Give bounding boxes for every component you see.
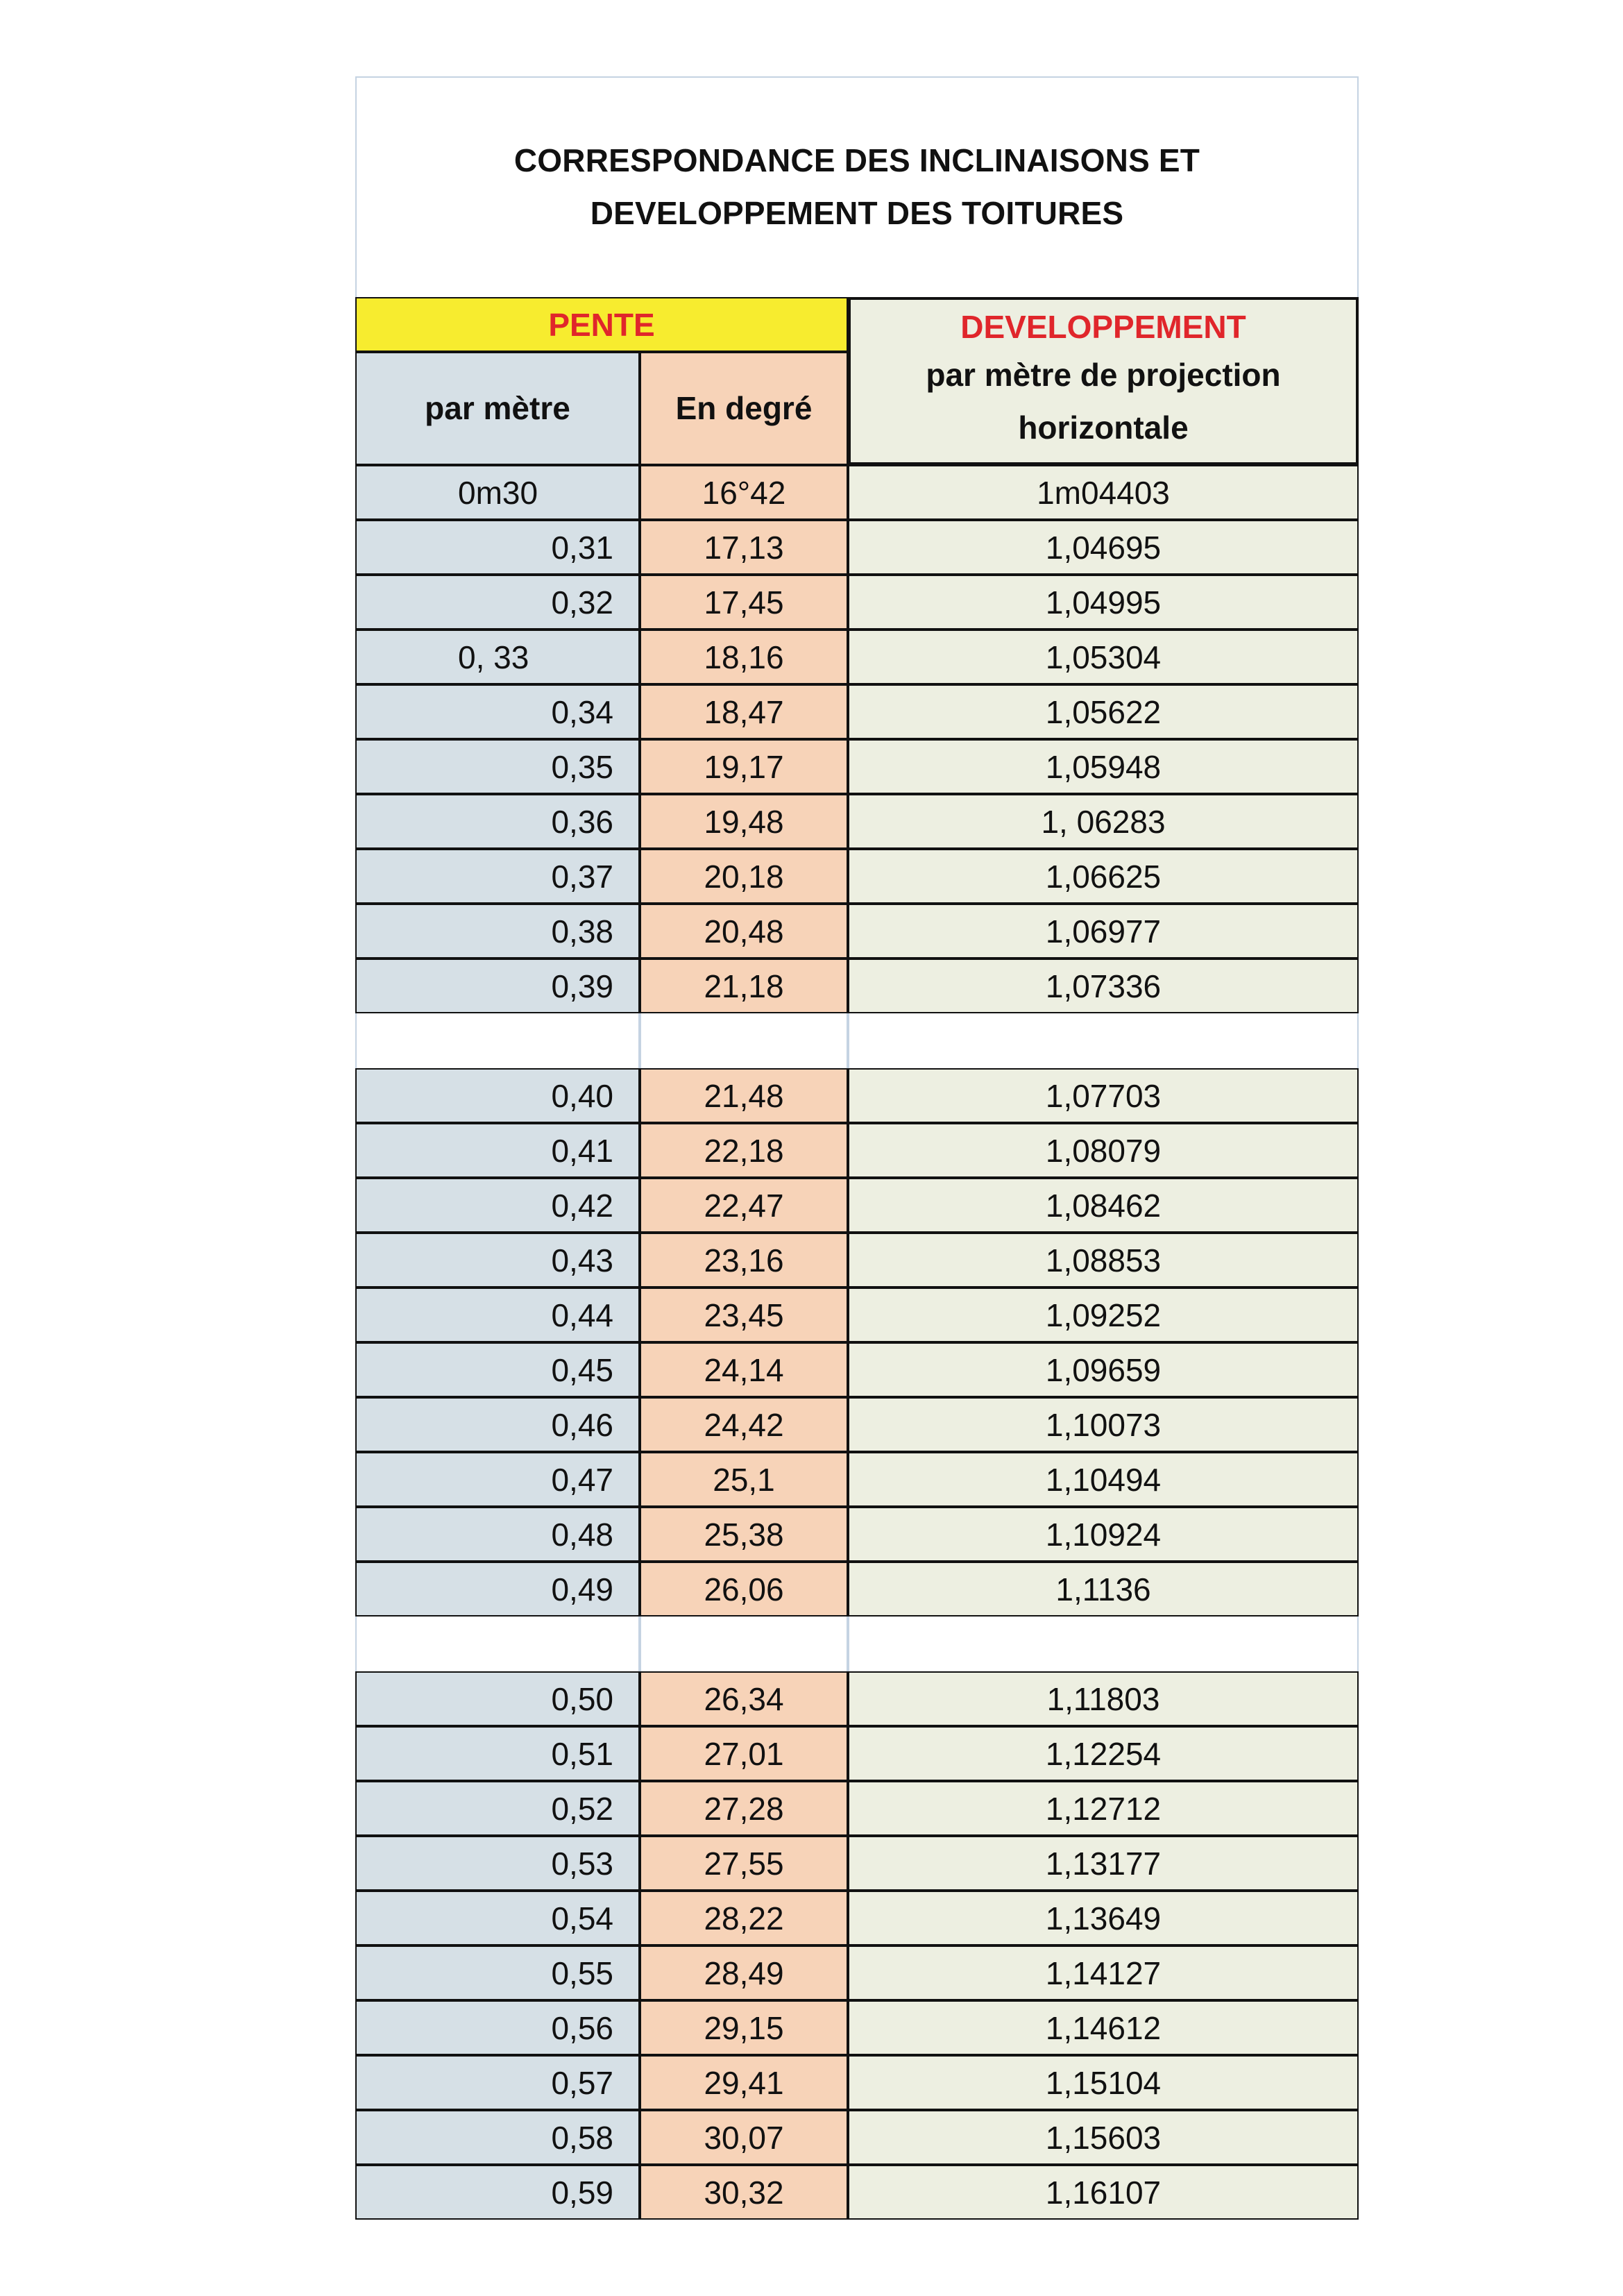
cell-developpement: 1,15603: [848, 2110, 1359, 2165]
cell-developpement: 1, 06283: [848, 794, 1359, 849]
cell-par-metre: 0,51: [355, 1726, 640, 1781]
cell-par-metre: 0,35: [355, 739, 640, 794]
cell-par-metre: 0,31: [355, 520, 640, 575]
cell-par-metre: 0,48: [355, 1507, 640, 1562]
cell-developpement: 1,11803: [848, 1671, 1359, 1726]
cell-en-degre: 30,07: [640, 2110, 848, 2165]
cell-developpement: 1,06625: [848, 849, 1359, 904]
cell-en-degre: 30,32: [640, 2165, 848, 2220]
cell-en-degre: 22,47: [640, 1178, 848, 1233]
cell-en-degre: 26,34: [640, 1671, 848, 1726]
cell-en-degre: 19,17: [640, 739, 848, 794]
cell-en-degre: 22,18: [640, 1123, 848, 1178]
cell-par-metre: 0,55: [355, 1945, 640, 2000]
cell-developpement: 1,05304: [848, 630, 1359, 684]
cell-en-degre: 29,41: [640, 2055, 848, 2110]
header-en-degre: En degré: [640, 352, 848, 465]
cell-developpement: 1,10924: [848, 1507, 1359, 1562]
cell-par-metre: 0,44: [355, 1288, 640, 1342]
group-gap: [355, 1013, 640, 1068]
title-box: [355, 76, 1359, 297]
cell-par-metre: 0,56: [355, 2000, 640, 2055]
cell-par-metre: 0,47: [355, 1452, 640, 1507]
cell-developpement: 1,05948: [848, 739, 1359, 794]
cell-par-metre: 0,46: [355, 1397, 640, 1452]
cell-developpement: 1,12712: [848, 1781, 1359, 1836]
cell-en-degre: 29,15: [640, 2000, 848, 2055]
cell-developpement: 1,05622: [848, 684, 1359, 739]
cell-par-metre: 0,50: [355, 1671, 640, 1726]
cell-developpement: 1,1136: [848, 1562, 1359, 1617]
cell-developpement: 1m04403: [848, 465, 1359, 520]
cell-par-metre: 0,58: [355, 2110, 640, 2165]
cell-en-degre: 21,48: [640, 1068, 848, 1123]
header-developpement-sub1: par mètre de projection: [926, 357, 1281, 393]
cell-developpement: 1,16107: [848, 2165, 1359, 2220]
cell-en-degre: 23,45: [640, 1288, 848, 1342]
cell-en-degre: 28,49: [640, 1945, 848, 2000]
cell-en-degre: 27,28: [640, 1781, 848, 1836]
cell-en-degre: 17,45: [640, 575, 848, 630]
cell-developpement: 1,14612: [848, 2000, 1359, 2055]
cell-developpement: 1,04995: [848, 575, 1359, 630]
cell-developpement: 1,12254: [848, 1726, 1359, 1781]
cell-en-degre: 24,42: [640, 1397, 848, 1452]
cell-en-degre: 19,48: [640, 794, 848, 849]
cell-en-degre: 25,38: [640, 1507, 848, 1562]
header-developpement-sub2: horizontale: [1018, 410, 1189, 446]
cell-par-metre: 0,43: [355, 1233, 640, 1288]
title-line-2: DEVELOPPEMENT DES TOITURES: [590, 195, 1124, 231]
cell-en-degre: 27,55: [640, 1836, 848, 1891]
cell-par-metre: 0,38: [355, 904, 640, 959]
cell-en-degre: 20,48: [640, 904, 848, 959]
cell-par-metre: 0,37: [355, 849, 640, 904]
cell-en-degre: 27,01: [640, 1726, 848, 1781]
cell-en-degre: 18,47: [640, 684, 848, 739]
cell-en-degre: 24,14: [640, 1342, 848, 1397]
cell-par-metre: 0,42: [355, 1178, 640, 1233]
cell-par-metre: 0,36: [355, 794, 640, 849]
cell-par-metre: 0,49: [355, 1562, 640, 1617]
cell-par-metre: 0m30: [355, 465, 640, 520]
cell-par-metre: 0,40: [355, 1068, 640, 1123]
header-pente: PENTE: [355, 297, 848, 352]
cell-par-metre: 0,41: [355, 1123, 640, 1178]
cell-par-metre: 0,34: [355, 684, 640, 739]
header-par-metre: par mètre: [355, 352, 640, 465]
cell-en-degre: 23,16: [640, 1233, 848, 1288]
group-gap: [640, 1013, 848, 1068]
cell-en-degre: 20,18: [640, 849, 848, 904]
cell-en-degre: 18,16: [640, 630, 848, 684]
group-gap: [848, 1013, 1359, 1068]
cell-developpement: 1,04695: [848, 520, 1359, 575]
cell-developpement: 1,10494: [848, 1452, 1359, 1507]
cell-developpement: 1,08079: [848, 1123, 1359, 1178]
cell-en-degre: 17,13: [640, 520, 848, 575]
cell-en-degre: 21,18: [640, 959, 848, 1013]
cell-en-degre: 16°42: [640, 465, 848, 520]
cell-developpement: 1,13649: [848, 1891, 1359, 1945]
cell-developpement: 1,08462: [848, 1178, 1359, 1233]
cell-par-metre: 0,57: [355, 2055, 640, 2110]
cell-developpement: 1,14127: [848, 1945, 1359, 2000]
cell-developpement: 1,09659: [848, 1342, 1359, 1397]
cell-par-metre: 0, 33: [355, 630, 640, 684]
cell-par-metre: 0,53: [355, 1836, 640, 1891]
cell-developpement: 1,10073: [848, 1397, 1359, 1452]
cell-developpement: 1,15104: [848, 2055, 1359, 2110]
cell-en-degre: 26,06: [640, 1562, 848, 1617]
cell-developpement: 1,07703: [848, 1068, 1359, 1123]
header-developpement: [848, 297, 1359, 465]
header-developpement-title: DEVELOPPEMENT: [960, 309, 1246, 345]
group-gap: [640, 1617, 848, 1671]
cell-par-metre: 0,45: [355, 1342, 640, 1397]
title-line-1: CORRESPONDANCE DES INCLINAISONS ET: [513, 142, 1200, 178]
cell-par-metre: 0,59: [355, 2165, 640, 2220]
cell-par-metre: 0,52: [355, 1781, 640, 1836]
cell-developpement: 1,06977: [848, 904, 1359, 959]
cell-developpement: 1,08853: [848, 1233, 1359, 1288]
cell-par-metre: 0,32: [355, 575, 640, 630]
cell-developpement: 1,09252: [848, 1288, 1359, 1342]
cell-developpement: 1,07336: [848, 959, 1359, 1013]
group-gap: [355, 1617, 640, 1671]
cell-en-degre: 28,22: [640, 1891, 848, 1945]
cell-developpement: 1,13177: [848, 1836, 1359, 1891]
cell-par-metre: 0,39: [355, 959, 640, 1013]
group-gap: [848, 1617, 1359, 1671]
cell-par-metre: 0,54: [355, 1891, 640, 1945]
cell-en-degre: 25,1: [640, 1452, 848, 1507]
